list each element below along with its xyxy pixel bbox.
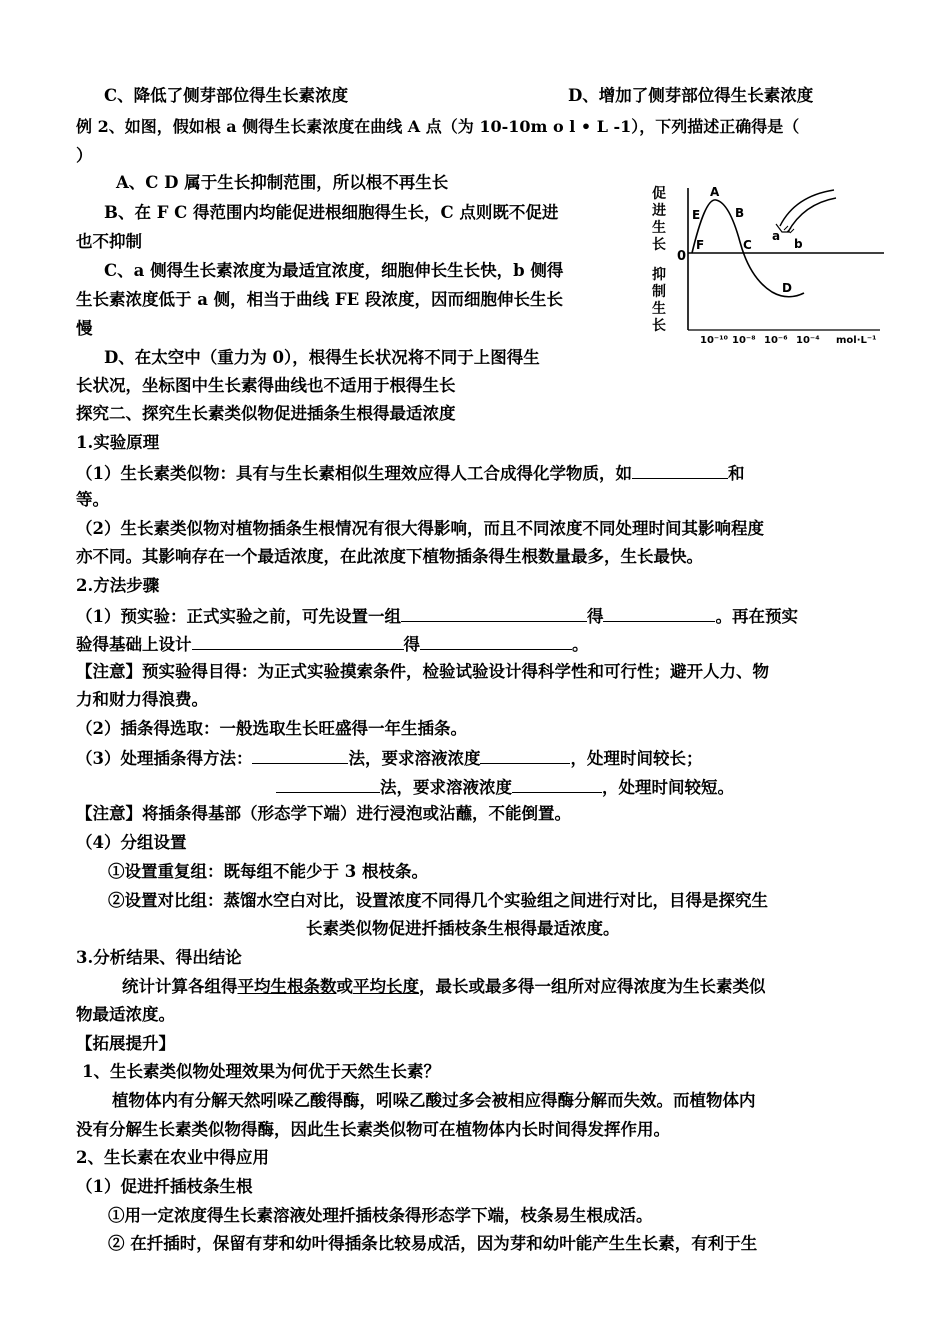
extension-a1: 植物体内有分解天然吲哚乙酸得酶，吲哚乙酸过多会被相应得酶分解而失效。而植物体内: [112, 1091, 756, 1110]
step-1-text: （1）预实验：正式实验之前，可先设置一组: [76, 607, 401, 626]
x-tick-1: 10⁻¹⁰: [700, 335, 728, 346]
option-c: C、a 侧得生长素浓度为最适宜浓度，细胞伸长生长快，b 侧得: [104, 261, 564, 280]
root-outline-upper: [780, 190, 834, 226]
step-3-time: ，处理时间较长；: [570, 749, 703, 768]
extension-q2-1-item-2: ② 在扦插时，保留有芽和幼叶得插条比较易成活，因为芽和幼叶能产生生长素，有利于生: [108, 1234, 758, 1253]
blank-2[interactable]: [401, 603, 587, 622]
option-a: A、C D 属于生长抑制范围，所以根不再生长: [116, 173, 449, 192]
y-label-bottom-char-3: 生: [652, 301, 666, 317]
extension-a1-cont: 没有分解生长素类似物得酶，因此生长素类似物可在植物体内长时间得发挥作用。: [76, 1120, 670, 1139]
results-part-3: ，最长或最多得一组所对应得浓度为生长素类似: [419, 977, 766, 996]
line-1-right: [568, 84, 813, 108]
blank-3[interactable]: [603, 603, 715, 622]
y-label-top: [651, 185, 666, 253]
question-close-paren: ）: [76, 146, 93, 165]
x-tick-labels: [700, 335, 820, 346]
step-4-item-2-cont: 长素类似物促进扦插枝条生根得最适浓度。: [306, 919, 620, 938]
results-underline-2: 平均长度: [353, 977, 419, 996]
option-b: B、在 F C 得范围内均能促进根细胞得生长，C 点则既不促进: [104, 203, 559, 222]
blank-6[interactable]: [252, 745, 348, 764]
root-label-b: b: [794, 237, 803, 251]
results-underline-1: 平均生根条数: [237, 977, 337, 996]
principle-1-cont: 等。: [76, 490, 109, 509]
heading-extension: 【拓展提升】: [76, 1034, 175, 1053]
step-2: （2）插条得选取：一般选取生长旺盛得一年生插条。: [76, 719, 467, 738]
y-label-bottom-char-1: 抑: [652, 267, 666, 283]
y-label-bottom-char-4: 长: [652, 318, 666, 334]
results-part-1: 统计计算各组得: [122, 977, 238, 996]
root-outline-lower: [788, 198, 836, 232]
section-heading-2: 探究二、探究生长素类似物促进插条生根得最适浓度: [76, 404, 456, 423]
blank-9[interactable]: [512, 774, 602, 793]
x-tick-2: 10⁻⁸: [732, 335, 756, 346]
point-label-D: D: [782, 281, 792, 295]
principle-1: [76, 460, 744, 486]
step-4-item-2: ②设置对比组：蒸馏水空白对比，设置浓度不同得几个实验组之间进行对比，目得是探究生: [108, 891, 768, 910]
y-label-top-char-1: 促: [652, 186, 666, 202]
origin-label: 0: [677, 249, 687, 264]
extension-q2-1-item-1: ①用一定浓度得生长素溶液处理扦插枝条得形态学下端，枝条易生根成活。: [108, 1206, 653, 1225]
step-4: （4）分组设置: [76, 833, 187, 852]
step-1: [76, 603, 798, 629]
principle-1-and: 和: [727, 464, 745, 483]
blank-4[interactable]: [192, 631, 404, 650]
step-1-cont-de: 得: [403, 635, 420, 654]
option-c-text: C、降低了侧芽部位得生长素浓度: [104, 86, 349, 105]
step-1-de: 得: [586, 607, 604, 626]
example-2-question: 例 2、如图，假如根 a 侧得生长素浓度在曲线 A 点（为 10-10m o l • L -1），下列描述正确得是（: [76, 117, 800, 136]
option-b-cont: 也不抑制: [76, 232, 142, 251]
line-1: [104, 84, 348, 108]
principle-1-text: （1）生长素类似物：具有与生长素相似生理效应得人工合成得化学物质，如: [76, 464, 632, 483]
point-label-C: C: [743, 238, 752, 252]
blank-8[interactable]: [276, 774, 380, 793]
step-3: [76, 745, 702, 771]
x-tick-4: 10⁻⁴: [796, 335, 820, 346]
heading-steps: 2.方法步骤: [76, 576, 160, 595]
x-tick-3: 10⁻⁶: [764, 335, 788, 346]
option-d-text: D、增加了侧芽部位得生长素浓度: [568, 86, 814, 105]
point-label-B: B: [735, 206, 745, 220]
auxin-curve-figure: [648, 180, 888, 350]
y-label-bottom: [652, 266, 666, 334]
heading-results: 3.分析结果、得出结论: [76, 948, 242, 967]
principle-2-cont: 亦不同。其影响存在一个最适浓度，在此浓度下植物插条得生根数量最多，生长最快。: [76, 547, 703, 566]
results-text: [122, 975, 766, 999]
step-1-cont-text: 验得基础上设计: [76, 635, 192, 654]
x-unit-label: mol·L⁻¹: [836, 335, 877, 346]
results-cont: 物最适浓度。: [76, 1005, 175, 1024]
step-3-cont-method: 法，要求溶液浓度: [380, 778, 512, 797]
y-label-top-char-4: 长: [652, 237, 666, 253]
y-label-top-char-2: 进: [652, 203, 666, 219]
step-3-cont-time: ，处理时间较短。: [602, 778, 734, 797]
step-1-cont-end: 。: [572, 635, 589, 654]
option-d: D、在太空中（重力为 0），根得生长状况将不同于上图得生: [104, 348, 540, 367]
principle-2: （2）生长素类似物对植物插条生根情况有很大得影响，而且不同浓度不同处理时间其影响程度: [76, 519, 764, 538]
step-3-method: 法，要求溶液浓度: [348, 749, 481, 768]
point-label-A: A: [710, 185, 720, 199]
option-c-cont1: 生长素浓度低于 a 侧，相当于曲线 FE 段浓度，因而细胞伸长生长: [76, 290, 563, 309]
point-label-F: F: [696, 238, 705, 252]
extension-q2: 2、生长素在农业中得应用: [76, 1148, 269, 1167]
note-2: 【注意】将插条得基部（形态学下端）进行浸泡或沾蘸，不能倒置。: [76, 804, 571, 823]
extension-q2-1: （1）促进扦插枝条生根: [76, 1177, 253, 1196]
step-1-tail: 。再在预实: [715, 607, 798, 626]
blank-1[interactable]: [632, 460, 728, 479]
note-1: 【注意】预实验得目得：为正式实验摸索条件，检验试验设计得科学性和可行性；避开人力、物: [76, 662, 769, 681]
heading-principle: 1.实验原理: [76, 433, 160, 452]
option-c-cont2: 慢: [76, 319, 93, 338]
results-part-2: 或: [336, 977, 353, 996]
blank-7[interactable]: [480, 745, 570, 764]
blank-5[interactable]: [420, 631, 572, 650]
note-1-cont: 力和财力得浪费。: [76, 690, 208, 709]
extension-q1: 1、生长素类似物处理效果为何优于天然生长素？: [82, 1062, 440, 1081]
point-label-E: E: [692, 208, 701, 222]
step-3-text: （3）处理插条得方法：: [76, 749, 253, 768]
step-3-cont: [276, 774, 734, 800]
step-4-item-1: ①设置重复组：既每组不能少于 3 根枝条。: [108, 862, 428, 881]
option-d-cont: 长状况，坐标图中生长素得曲线也不适用于根得生长: [76, 376, 456, 395]
y-label-top-char-3: 生: [652, 220, 666, 236]
y-label-bottom-char-2: 制: [652, 284, 666, 300]
root-label-a: a: [772, 229, 781, 243]
step-1-cont: [76, 631, 589, 657]
